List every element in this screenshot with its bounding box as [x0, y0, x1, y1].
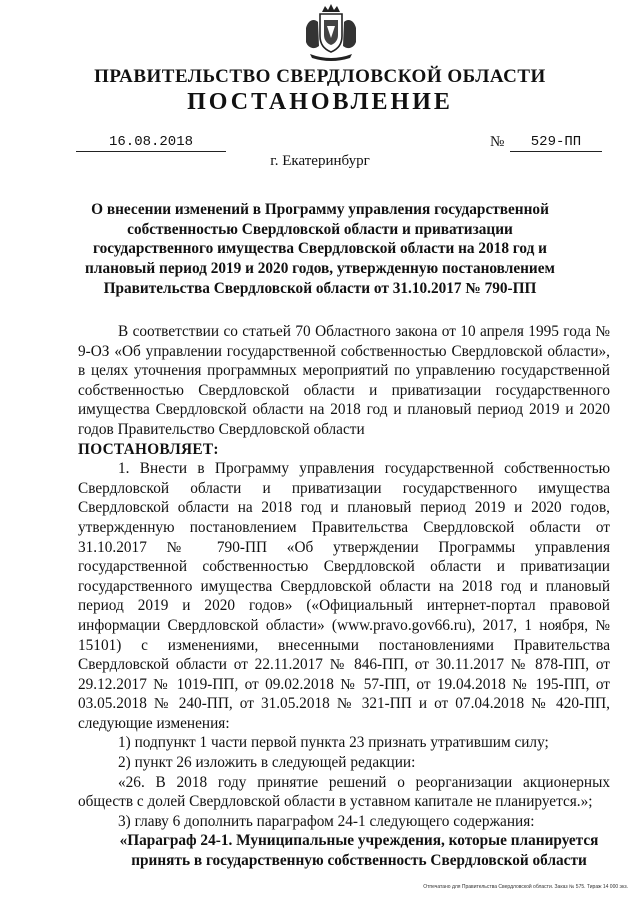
- subitem-2: 2) пункт 26 изложить в следующей редакции:: [118, 754, 416, 772]
- decree-title: О внесении изменений в Программу управления государственной собственностью Свердловской области и приватизации государственного имущества Свердловской области на 2018 год и плановый период 2019 и 2020 годов, утвержденную постановлением Правительства Свердловской области от 31.10.2017 № 790-ПП: [85, 201, 555, 297]
- preamble-paragraph: В соответствии со статьей 70 Областного закона от 10 апреля 1995 года № 9-ОЗ «Об управлении государственной собственностью Свердловской области», в целях уточнения программных мероприятий по управлению государственной собственностью Свердловской области и приватизации государственного имущества Свердловской области на 2018 год и плановый период 2019 и 2020 годов Правительство Свердловской области: [78, 323, 610, 438]
- paragraph-24-1-title: «Параграф 24-1. Муниципальные учреждения, которые планируется принять в государственную собственность Свердловской области: [119, 832, 599, 870]
- city: г. Екатеринбург: [270, 153, 370, 169]
- number-sign: №: [490, 134, 505, 150]
- decree-date: 16.08.2018: [76, 134, 226, 152]
- document-type: ПОСТАНОВЛЕНИЕ: [187, 89, 453, 115]
- item-1-paragraph: 1. Внести в Программу управления государственной собственностью Свердловской области и приватизации государственного имущества Свердловской области на 2018 год и плановый период 2019 и 2020 годов, утвержденную постановлением Правительства Свердловской области от 31.10.2017 № 790-ПП «Об утверждении Программы управления государственной собственностью Свердловской области и приватизации государственного имущества Свердловской области на 2018 год и плановый период 2019 и 2020 годов» («Официальный интернет-портал правовой информации Свердловской области» (www.pravo.gov66.ru), 2017, 1 ноября, № 15101) с изменениями, внесенными постановлениями Правительства Свердловской области от 22.11.2017 № 846-ПП, от 30.11.2017 № 878-ПП, от 29.12.2017 № 1019-ПП, от 09.02.2018 № 57-ПП, от 19.04.2018 № 195-ПП, от 03.05.2018 № 240-ПП, от 31.05.2018 № 321-ПП и от 07.04.2018 № 420-ПП, следующие изменения:: [78, 460, 610, 732]
- subitem-1: 1) подпункт 1 части первой пункта 23 признать утратившим силу;: [118, 734, 549, 752]
- decree-body: [78, 322, 610, 871]
- resolves-heading: ПОСТАНОВЛЯЕТ:: [78, 440, 219, 458]
- print-footer: Отпечатано для Правительства Свердловской области. Заказ № 575. Тираж 14 000 экз.: [423, 884, 628, 890]
- quoted-clause-26: «26. В 2018 году принятие решений о реорганизации акционерных обществ с долей Свердловской области в уставном капитале не планируется.»;: [78, 773, 610, 811]
- subitem-3: 3) главу 6 дополнить параграфом 24-1 следующего содержания:: [118, 812, 535, 830]
- coat-of-arms-emblem: [300, 2, 362, 64]
- government-name: ПРАВИТЕЛЬСТВО СВЕРДЛОВСКОЙ ОБЛАСТИ: [94, 66, 546, 87]
- decree-number: 529-ПП: [510, 134, 602, 152]
